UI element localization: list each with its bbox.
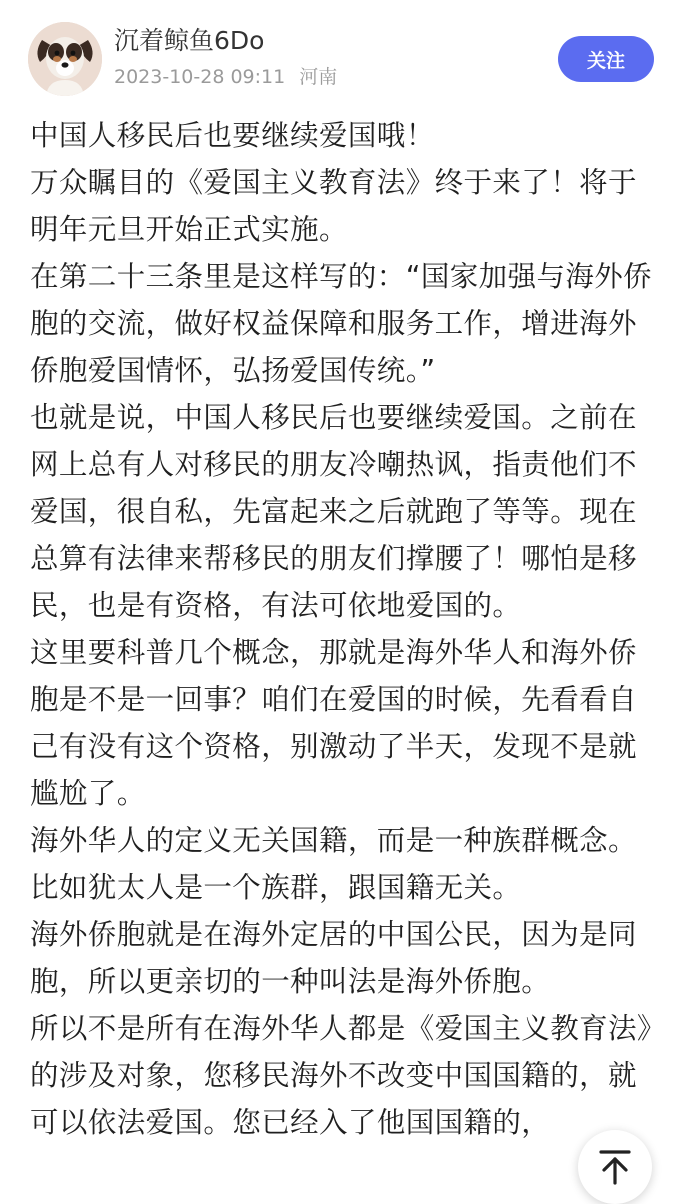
arrow-up-icon: [598, 1149, 632, 1185]
dog-avatar-icon: [28, 22, 102, 96]
author-name[interactable]: 沉着鲸鱼6Do: [114, 26, 265, 55]
post-datetime: 2023-10-28 09:11: [114, 66, 286, 88]
post-paragraph: 所以不是所有在海外华人都是《爱国主义教育法》的涉及对象，您移民海外不改变中国国籍的，就可以依法爱国。您已经入了他国国籍的，: [30, 1012, 652, 1139]
post-paragraph: 也就是说，中国人移民后也要继续爱国。之前在网上总有人对移民的朋友冷嘲热讽，指责他们不爱国，很自私，先富起来之后就跑了等等。现在总算有法律来帮移民的朋友们撑腰了！哪怕是移民，也是有资格，有法可依地爱国的。: [30, 401, 637, 622]
post-body: [30, 112, 660, 1146]
post-paragraph: 海外华人的定义无关国籍，而是一种族群概念。比如犹太人是一个族群，跟国籍无关。: [30, 824, 637, 904]
post-paragraph: 在第二十三条里是这样写的：“国家加强与海外侨胞的交流，做好权益保障和服务工作，增进海外侨胞爱国情怀，弘扬爱国传统。”: [30, 260, 653, 387]
post-paragraph: 海外侨胞就是在海外定居的中国公民，因为是同胞，所以更亲切的一种叫法是海外侨胞。: [30, 918, 637, 998]
scroll-to-top-button[interactable]: [578, 1130, 652, 1204]
post-paragraph: 中国人移民后也要继续爱国哦！: [30, 119, 435, 152]
post-header: [0, 0, 684, 110]
post-paragraph: 这里要科普几个概念，那就是海外华人和海外侨胞是不是一回事？咱们在爱国的时候，先看看自己有没有这个资格，别激动了半天，发现不是就尴尬了。: [30, 636, 637, 810]
author-avatar[interactable]: [28, 22, 102, 96]
post-location: 河南: [299, 66, 338, 88]
follow-button[interactable]: 关注: [558, 36, 654, 82]
post-meta: [114, 64, 337, 90]
post-paragraph: 万众瞩目的《爱国主义教育法》终于来了！将于明年元旦开始正式实施。: [30, 166, 637, 246]
